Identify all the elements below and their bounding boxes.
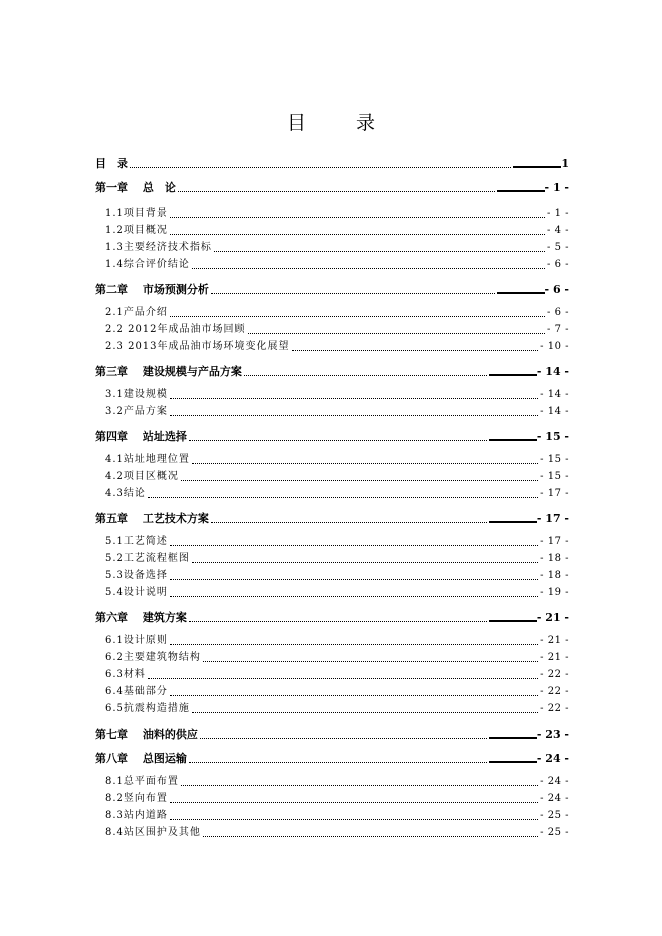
toc-section-entry[interactable] [105,552,569,566]
toc-dot-leader [178,191,495,192]
toc-dot-leader [148,678,538,679]
toc-dot-leader [130,167,511,168]
toc-chapter-rule [513,166,561,168]
toc-dot-leader [170,579,538,580]
toc-dot-leader [189,762,487,763]
toc-chapter-rule [489,620,537,622]
toc-entry-label: 8.1总平面布置 [105,776,179,787]
toc-entry-label: 第二章 市场预测分析 [95,283,209,296]
toc-entry-label: 第四章 站址选择 [95,430,187,443]
toc-dot-leader [170,415,538,416]
toc-section-entry[interactable] [105,685,569,699]
toc-dot-leader [192,463,538,464]
toc-entry-label: 2.2 2012年成品油市场回顾 [105,324,246,335]
toc-entry-label: 2.1产品介绍 [105,307,168,318]
toc-entry-page-number: - 22 - [540,669,569,680]
toc-chapter-entry[interactable] [95,365,569,379]
toc-entry-label: 8.3站内道路 [105,810,168,821]
toc-entry-page-number: - 24 - [536,752,569,765]
toc-entry-label: 6.5抗震构造措施 [105,703,190,714]
toc-section-entry[interactable] [105,323,569,337]
toc-entry-label: 第三章 建设规模与产品方案 [95,365,242,378]
toc-dot-leader [211,293,495,294]
toc-entry-page-number: - 24 - [540,793,569,804]
toc-dot-leader [248,333,545,334]
toc-chapter-entry[interactable] [95,181,569,195]
toc-section-entry[interactable] [105,651,569,665]
toc-section-entry[interactable] [105,470,569,484]
toc-dot-leader [170,316,545,317]
toc-entry-page-number: 1 [561,157,569,170]
toc-section-entry[interactable] [105,586,569,600]
toc-entry-label: 3.2产品方案 [105,406,168,417]
toc-entry-label: 6.2主要建筑物结构 [105,652,201,663]
toc-entry-label: 5.3设备选择 [105,570,168,581]
toc-section-entry[interactable] [105,258,569,272]
toc-section-entry[interactable] [105,388,569,402]
toc-entry-page-number: - 7 - [547,324,569,335]
toc-entry-page-number: - 22 - [540,703,569,714]
toc-entry-label: 第七章 油料的供应 [95,728,198,741]
toc-chapter-rule [489,374,537,376]
toc-entry-label: 第八章 总图运输 [95,752,187,765]
toc-dot-leader [244,375,487,376]
toc-section-entry[interactable] [105,487,569,501]
toc-entry-label: 5.1工艺简述 [105,536,168,547]
toc-entry-label: 第五章 工艺技术方案 [95,512,209,525]
toc-entry-label: 1.3主要经济技术指标 [105,242,212,253]
toc-entry-label: 6.4基础部分 [105,686,168,697]
toc-entry-label: 5.2工艺流程框图 [105,553,190,564]
toc-entry-page-number: - 18 - [540,553,569,564]
toc-dot-leader [181,785,538,786]
toc-section-entry[interactable] [105,340,569,354]
toc-entry-label: 3.1建设规模 [105,389,168,400]
toc-section-entry[interactable] [105,569,569,583]
toc-section-entry[interactable] [105,405,569,419]
toc-entry-label: 6.3材料 [105,669,146,680]
toc-entry-page-number: - 1 - [547,208,569,219]
toc-section-entry[interactable] [105,809,569,823]
toc-entry-label: 4.1站址地理位置 [105,454,190,465]
toc-entry-label: 1.1项目背景 [105,208,168,219]
toc-section-entry[interactable] [105,224,569,238]
toc-entry-page-number: - 18 - [540,570,569,581]
toc-dot-leader [170,819,538,820]
toc-section-entry[interactable] [105,702,569,716]
toc-entry-page-number: - 15 - [536,430,569,443]
toc-entry-page-number: - 5 - [547,242,569,253]
toc-entry-page-number: - 6 - [547,259,569,270]
toc-section-entry[interactable] [105,792,569,806]
toc-entry-page-number: - 24 - [540,776,569,787]
toc-section-entry[interactable] [105,306,569,320]
page-title: 目 录 [286,112,398,134]
toc-section-entry[interactable] [105,634,569,648]
toc-entry-label: 6.1设计原则 [105,635,168,646]
toc-dot-leader [203,836,538,837]
toc-chapter-rule [497,292,545,294]
toc-chapter-rule [497,190,545,192]
toc-chapter-rule [489,439,537,441]
toc-entry-label: 第一章 总 论 [95,181,176,194]
toc-dot-leader [189,621,487,622]
toc-entry-page-number: - 17 - [536,512,569,525]
toc-chapter-entry[interactable] [95,611,569,625]
toc-entry-page-number: - 6 - [547,307,569,318]
toc-dot-leader [192,268,545,269]
toc-dot-leader [181,480,538,481]
toc-dot-leader [214,251,545,252]
toc-dot-leader [170,398,538,399]
toc-dot-leader [170,644,538,645]
toc-entry-label: 8.4站区围护及其他 [105,827,201,838]
toc-dot-leader [292,350,539,351]
toc-dot-leader [192,712,538,713]
toc-entry-label: 4.2项目区概况 [105,471,179,482]
toc-dot-leader [148,497,538,498]
toc-section-entry[interactable] [105,241,569,255]
toc-entry-label: 1.4综合评价结论 [105,259,190,270]
toc-entry-label: 1.2项目概况 [105,225,168,236]
toc-dot-leader [200,738,487,739]
toc-dot-leader [170,217,545,218]
toc-chapter-entry[interactable] [95,283,569,297]
toc-entry-page-number: - 25 - [540,810,569,821]
toc-entry-label: 第六章 建筑方案 [95,611,187,624]
toc-dot-leader [170,695,538,696]
toc-entry-label: 4.3结论 [105,488,146,499]
toc-entry-page-number: - 15 - [540,454,569,465]
toc-section-entry[interactable] [105,207,569,221]
toc-chapter-entry[interactable] [95,728,569,742]
toc-entry-page-number: - 4 - [547,225,569,236]
toc-section-entry[interactable] [105,453,569,467]
toc-entry-page-number: - 17 - [540,536,569,547]
toc-entry-label: 8.2竖向布置 [105,793,168,804]
toc-entry-page-number: - 19 - [540,587,569,598]
toc-dot-leader [170,545,538,546]
toc-entry-page-number: - 21 - [536,611,569,624]
toc-chapter-entry[interactable] [95,512,569,526]
toc-entry-page-number: - 14 - [540,406,569,417]
toc-entry-page-number: - 15 - [540,471,569,482]
toc-entry-page-number: - 17 - [540,488,569,499]
toc-entry-page-number: - 21 - [540,652,569,663]
toc-dot-leader [189,440,487,441]
toc-entry-page-number: - 25 - [540,827,569,838]
toc-entry-page-number: - 23 - [536,728,569,741]
toc-dot-leader [203,661,538,662]
toc-chapter-entry[interactable] [95,430,569,444]
toc-entry-page-number: - 1 - [544,181,569,194]
toc-section-entry[interactable] [105,826,569,840]
toc-chapter-rule [489,761,537,763]
toc-dot-leader [170,596,538,597]
toc-entry-page-number: - 21 - [540,635,569,646]
toc-entry-label: 目 录 [95,157,128,170]
toc-entry-page-number: - 14 - [540,389,569,400]
toc-dot-leader [170,802,538,803]
toc-entry-page-number: - 6 - [544,283,569,296]
toc-entry-page-number: - 22 - [540,686,569,697]
toc-entry-label: 5.4设计说明 [105,587,168,598]
toc-chapter-rule [489,737,537,739]
toc-entry-page-number: - 14 - [536,365,569,378]
toc-entry-page-number: - 10 - [540,341,569,352]
toc-chapter-rule [489,521,537,523]
toc-chapter-entry[interactable] [95,157,569,171]
toc-entry-label: 2.3 2013年成品油市场环境变化展望 [105,341,290,352]
toc-dot-leader [170,234,545,235]
toc-section-entry[interactable] [105,775,569,789]
toc-dot-leader [192,562,538,563]
toc-dot-leader [211,522,487,523]
toc-chapter-entry[interactable] [95,752,569,766]
toc-section-entry[interactable] [105,668,569,682]
toc-section-entry[interactable] [105,535,569,549]
